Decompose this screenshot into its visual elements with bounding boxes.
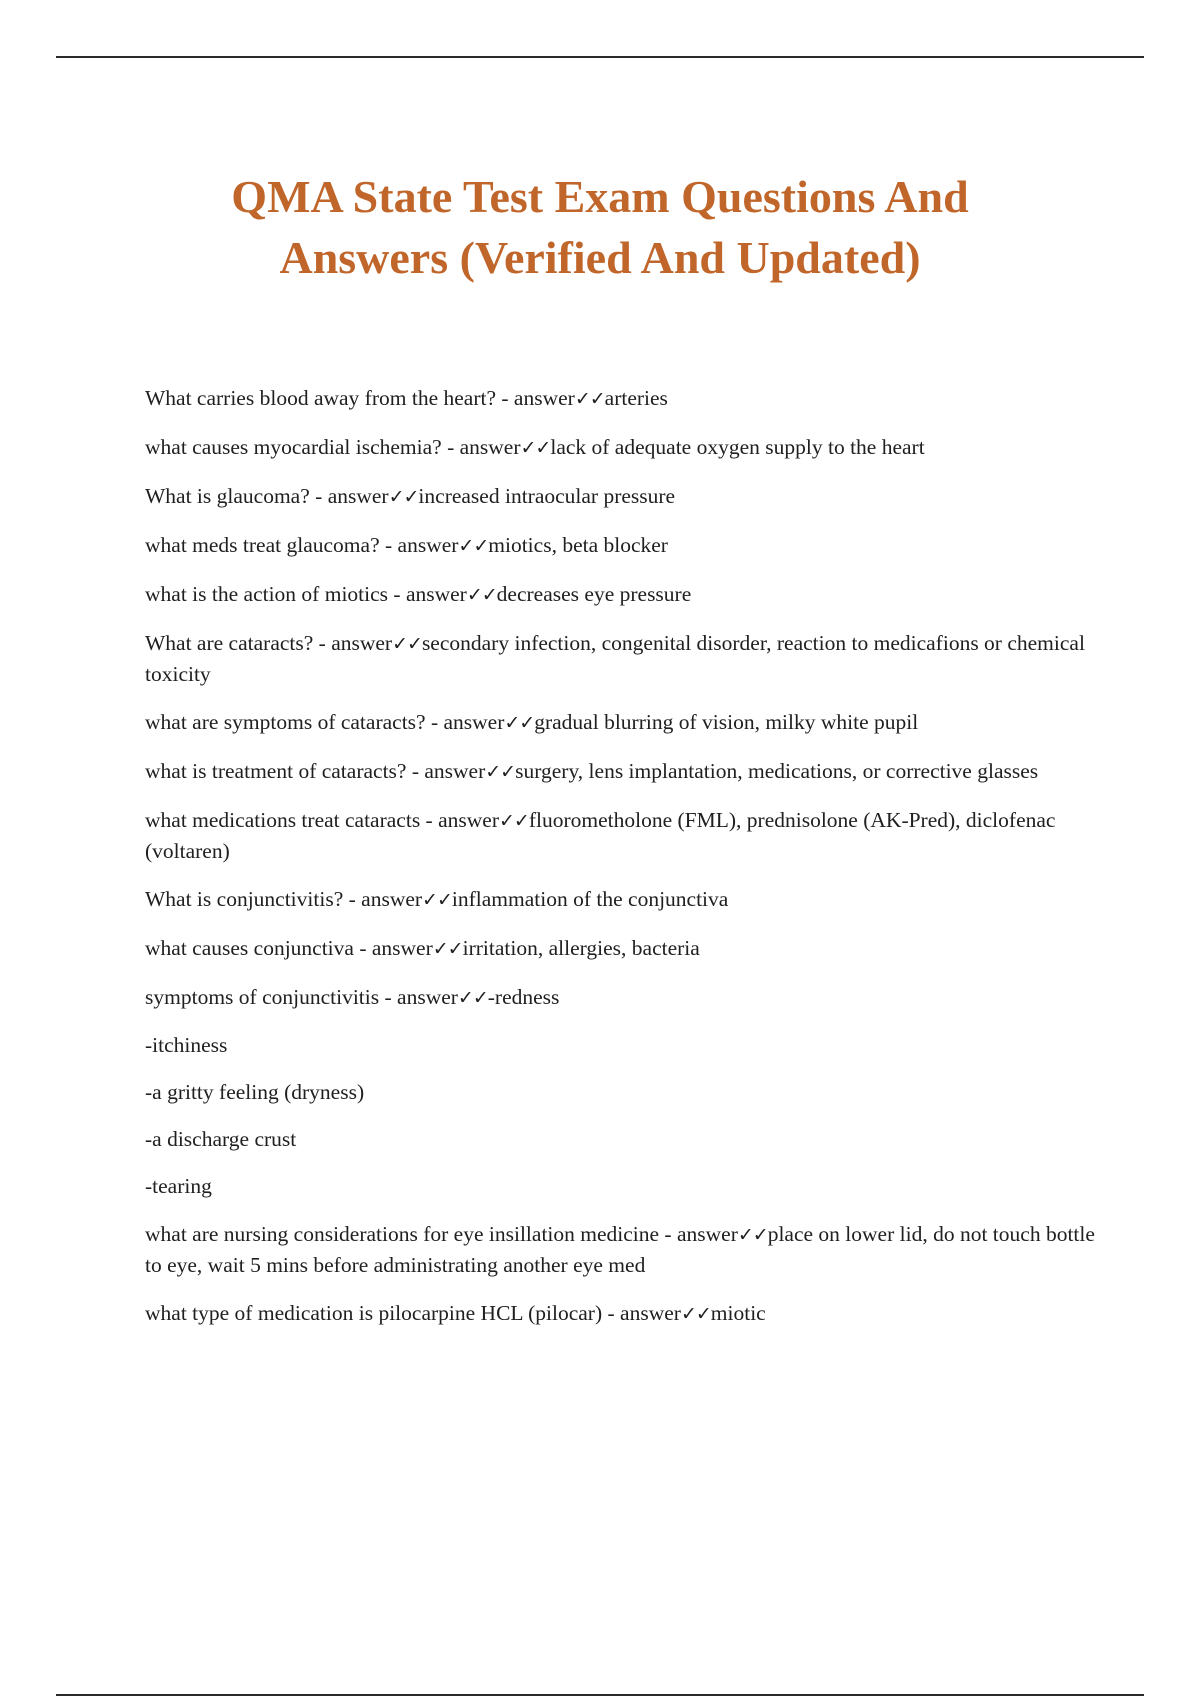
check-mark-icon: ✓✓ (520, 437, 551, 459)
qa-item (145, 933, 1095, 964)
check-mark-icon: ✓✓ (504, 712, 535, 734)
check-mark-icon: ✓✓ (466, 584, 497, 606)
question-text: what medications treat cataracts - (145, 808, 439, 832)
check-mark-icon: ✓✓ (574, 388, 605, 410)
answer-text: irritation, allergies, bacteria (462, 936, 700, 960)
question-text: What is glaucoma? - (145, 484, 328, 508)
qa-item (145, 432, 1095, 463)
answer-text: place on lower lid, do not touch bottle to eye, wait 5 mins before administrating another eye med (145, 1222, 1095, 1277)
bottom-rule (56, 1694, 1144, 1696)
answer-marker: answer (459, 435, 521, 459)
answer-marker: answer (397, 985, 458, 1009)
check-mark-icon: ✓✓ (388, 486, 419, 508)
answer-marker: answer (371, 936, 433, 960)
answer-text: -redness (487, 985, 560, 1009)
question-text: What are cataracts? - (145, 631, 332, 655)
question-text: what type of medication is pilocarpine HCL (pilocar) - (145, 1301, 621, 1325)
check-mark-icon: ✓✓ (680, 1303, 711, 1325)
qa-item (145, 982, 1095, 1013)
title-line-2: Answers (Verified And Updated) (279, 232, 921, 283)
check-mark-icon: ✓✓ (499, 810, 529, 832)
document-title (120, 166, 1080, 288)
qa-item (145, 805, 1095, 866)
qa-item (145, 481, 1095, 512)
symptom-line: -itchiness (145, 1033, 228, 1057)
qa-item (145, 628, 1095, 689)
check-mark-icon: ✓✓ (432, 938, 463, 960)
answer-text: fluorometholone (FML), prednisolone (AK-Pred), diclofenac (voltaren) (145, 808, 1056, 863)
question-text: what meds treat glaucoma? - (145, 533, 398, 557)
qa-item (145, 707, 1095, 738)
question-text: symptoms of conjunctivitis - (145, 985, 398, 1009)
check-mark-icon: ✓✓ (485, 761, 516, 783)
answer-marker: answer (676, 1222, 738, 1246)
symptom-line: -a discharge crust (145, 1127, 297, 1151)
check-mark-icon: ✓✓ (737, 1224, 768, 1246)
title-line-1: QMA State Test Exam Questions And (231, 171, 969, 222)
qa-item (145, 1298, 1095, 1329)
answer-text: secondary infection, congenital disorder, reaction to medicafions or chemical toxicity (145, 631, 1085, 686)
answer-text: lack of adequate oxygen supply to the heart (550, 435, 925, 459)
answer-marker: answer (327, 484, 389, 508)
question-text: What carries blood away from the heart? - (145, 386, 514, 410)
question-text: What is conjunctivitis? - (145, 887, 362, 911)
check-mark-icon: ✓✓ (458, 535, 489, 557)
check-mark-icon: ✓✓ (392, 633, 422, 655)
check-mark-icon: ✓✓ (422, 889, 452, 911)
answer-text: surgery, lens implantation, medications, or corrective glasses (515, 759, 1039, 783)
answer-marker: answer (361, 887, 423, 911)
answer-text: inflammation of the conjunctiva (451, 887, 729, 911)
check-mark-icon: ✓✓ (457, 987, 488, 1009)
question-text: what causes myocardial ischemia? - (145, 435, 460, 459)
question-text: what are symptoms of cataracts? - (145, 710, 444, 734)
top-rule (56, 56, 1144, 58)
qa-item (145, 884, 1095, 915)
answer-marker: answer (513, 386, 575, 410)
answer-text: miotic (710, 1301, 766, 1325)
qa-item (145, 579, 1095, 610)
question-text: what is treatment of cataracts? - (145, 759, 425, 783)
question-text: what is the action of miotics - (145, 582, 406, 606)
question-text: what causes conjunctiva - (145, 936, 372, 960)
qa-item (145, 756, 1095, 787)
answer-marker: answer (438, 808, 499, 832)
answer-text: decreases eye pressure (496, 582, 692, 606)
answer-marker: answer (405, 582, 467, 606)
qa-item (145, 383, 1095, 414)
answer-marker: answer (443, 710, 505, 734)
answer-text: gradual blurring of vision, milky white pupil (534, 710, 919, 734)
qa-item (145, 530, 1095, 561)
qa-item (145, 1219, 1095, 1280)
symptom-line: -tearing (145, 1174, 212, 1198)
answer-text: increased intraocular pressure (418, 484, 676, 508)
answer-marker: answer (424, 759, 486, 783)
symptom-line: -a gritty feeling (dryness) (145, 1080, 365, 1104)
answer-marker: answer (397, 533, 459, 557)
question-text: what are nursing considerations for eye insillation medicine - (145, 1222, 677, 1246)
answer-marker: answer (620, 1301, 681, 1325)
answer-marker: answer (331, 631, 393, 655)
answer-text: miotics, beta blocker (488, 533, 668, 557)
qa-list (145, 383, 1095, 1347)
answer-text: arteries (604, 386, 668, 410)
